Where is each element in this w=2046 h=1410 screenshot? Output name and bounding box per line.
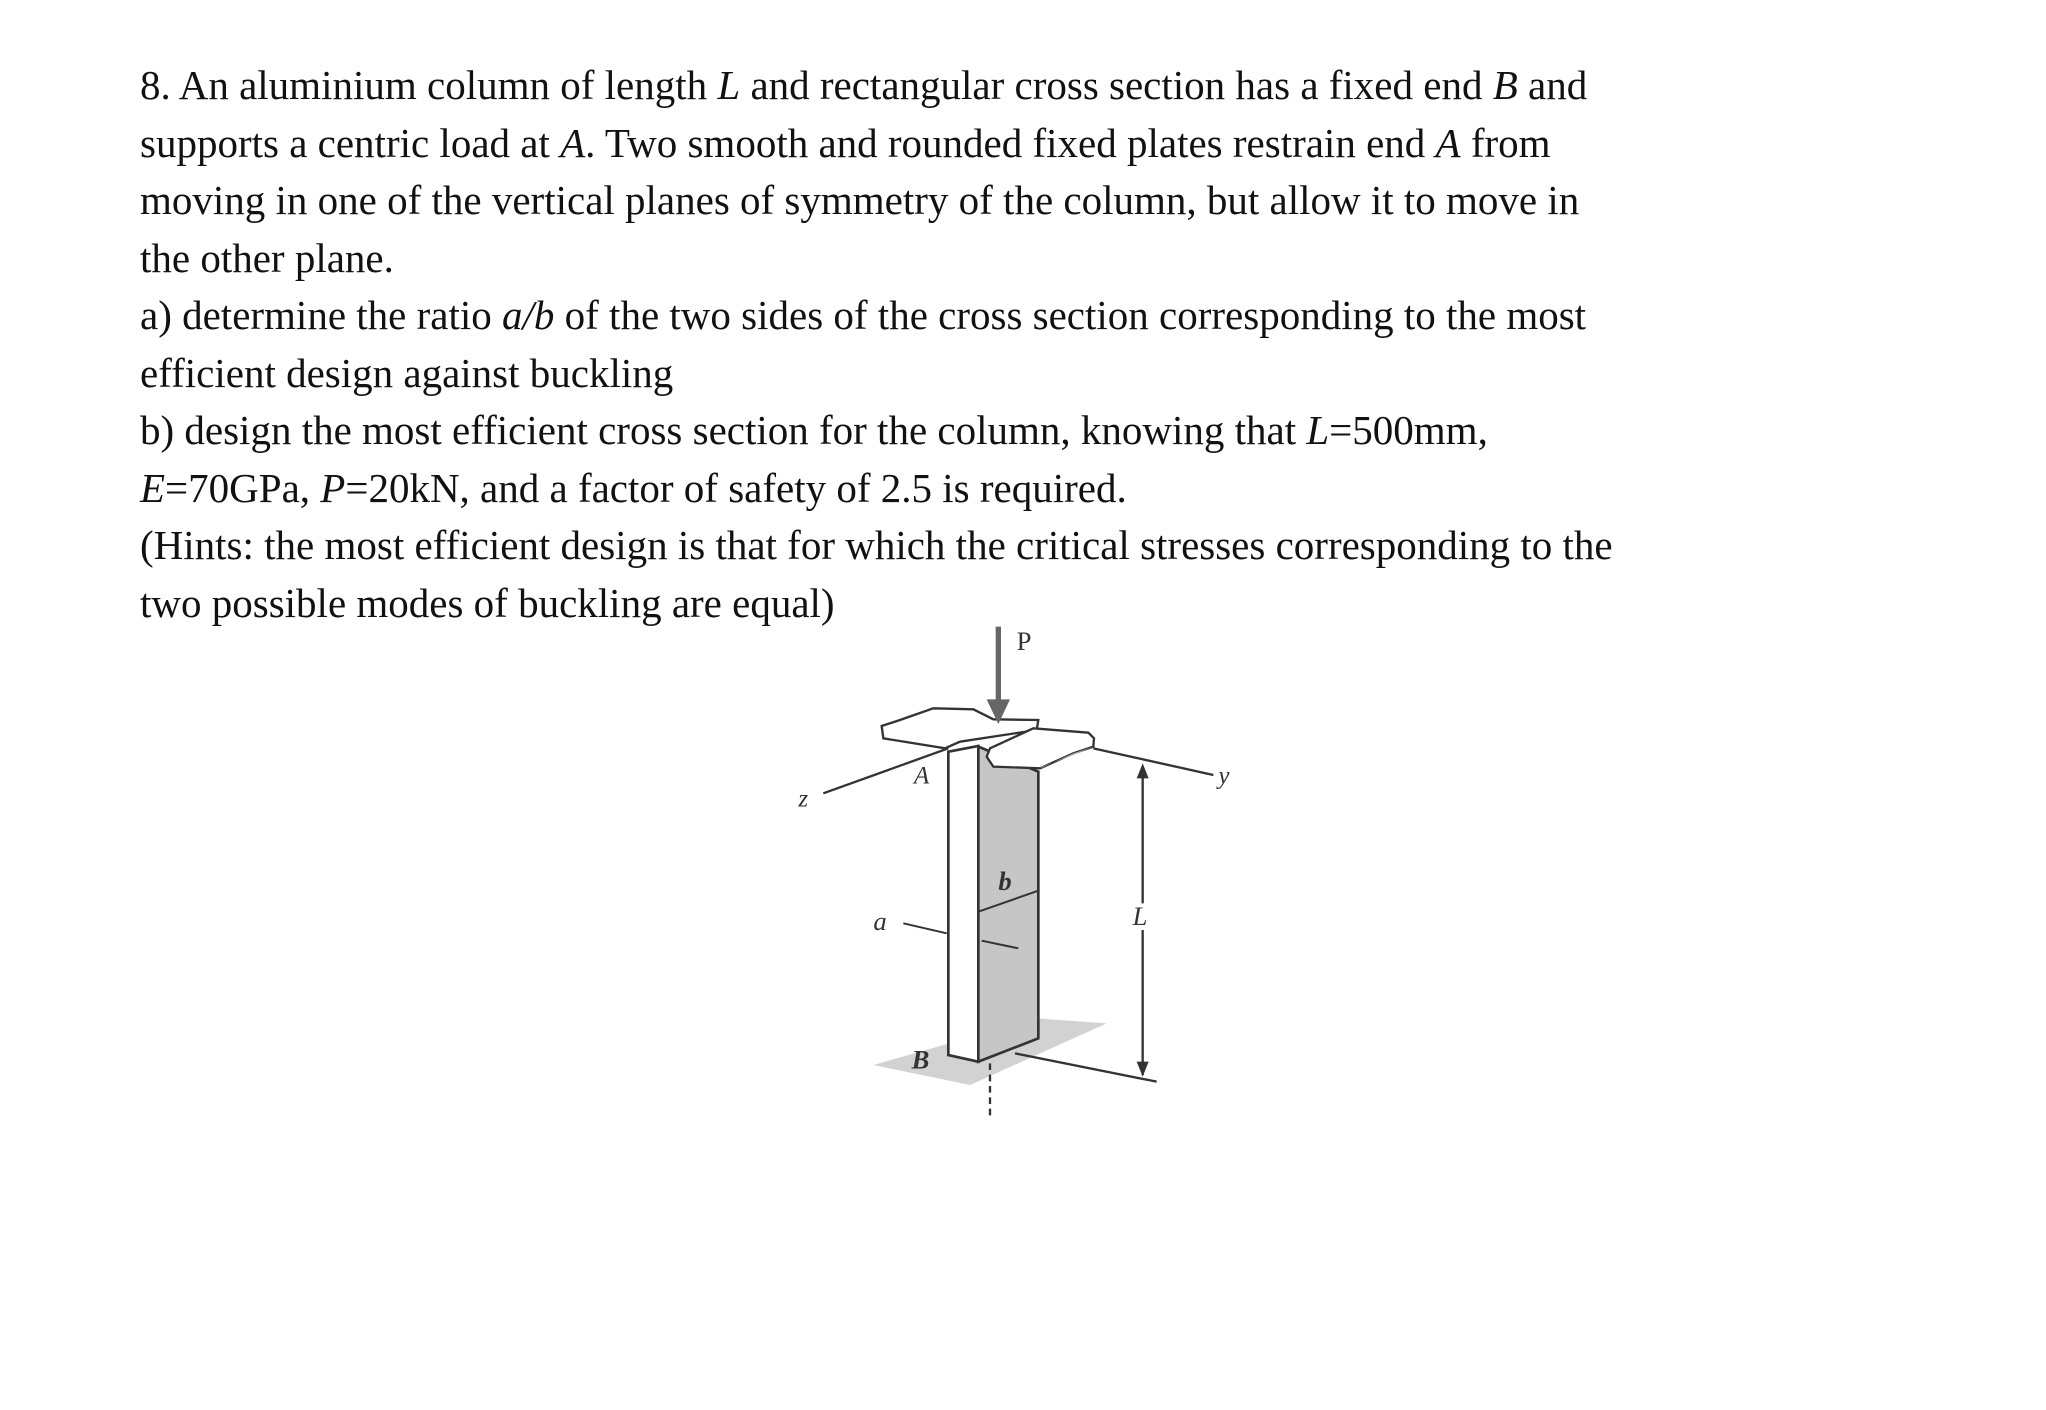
problem-line [140, 172, 1613, 230]
part-a [140, 287, 1613, 345]
label-a: a [873, 906, 887, 936]
part-b [140, 402, 1613, 460]
var-L: L [1306, 407, 1330, 453]
problem-line [140, 57, 1613, 115]
var-ratio: a/b [502, 292, 555, 338]
var-A: A [1435, 119, 1461, 166]
text: efficient design against buckling [140, 349, 674, 396]
var-A: A [560, 119, 586, 166]
z-axis [823, 748, 948, 793]
var-B: B [1492, 62, 1518, 108]
problem-line [140, 460, 1613, 518]
text: =70GPa, [165, 464, 321, 511]
text: a) determine the ratio [140, 292, 502, 338]
text: (Hints: the most efficient design is that for which the critical stresses corresponding to the [140, 522, 1613, 568]
text: two possible modes of buckling are equal) [140, 579, 835, 626]
problem-statement [140, 57, 1613, 632]
text: and rectangular cross section has a fixed end [740, 62, 1493, 108]
text: =20kN, and a factor of safety of 2.5 is required. [345, 464, 1127, 511]
text: moving in one of the vertical planes of symmetry of the column, but allow it to move in [140, 177, 1580, 223]
problem-line [140, 345, 1613, 403]
problem-line [140, 230, 1613, 288]
var-L: L [717, 62, 741, 108]
text: 8. An aluminium column of length [140, 62, 718, 108]
label-L: L [1132, 901, 1148, 931]
label-A: A [914, 762, 930, 790]
y-axis [1093, 748, 1213, 775]
label-P: P [1016, 626, 1032, 656]
var-E: E [140, 464, 166, 511]
L-arrow-top [1137, 763, 1149, 778]
L-arrow-bottom [1137, 1062, 1149, 1077]
column-front-face [948, 746, 978, 1062]
text: b) design the most efficient cross section for the column, knowing that [140, 407, 1307, 453]
var-P: P [320, 464, 346, 511]
text: supports a centric load at [140, 119, 561, 166]
problem-line [140, 115, 1613, 173]
text: . Two smooth and rounded fixed plates restrain end [585, 119, 1436, 166]
dimension-extension-bottom [1015, 1053, 1157, 1081]
a-dimension-arrow-left [903, 923, 946, 933]
label-b: b [998, 866, 1012, 896]
column-figure [760, 620, 1320, 1360]
label-B: B [911, 1044, 930, 1075]
text: from [1460, 119, 1551, 166]
text: and [1517, 62, 1588, 108]
text: =500mm, [1329, 407, 1488, 453]
label-y: y [1218, 762, 1230, 790]
text: the other plane. [140, 234, 394, 281]
label-z: z [798, 785, 809, 813]
text: of the two sides of the cross section corresponding to the most [554, 292, 1587, 338]
column-side-face [978, 747, 1038, 1062]
hints [140, 517, 1613, 575]
